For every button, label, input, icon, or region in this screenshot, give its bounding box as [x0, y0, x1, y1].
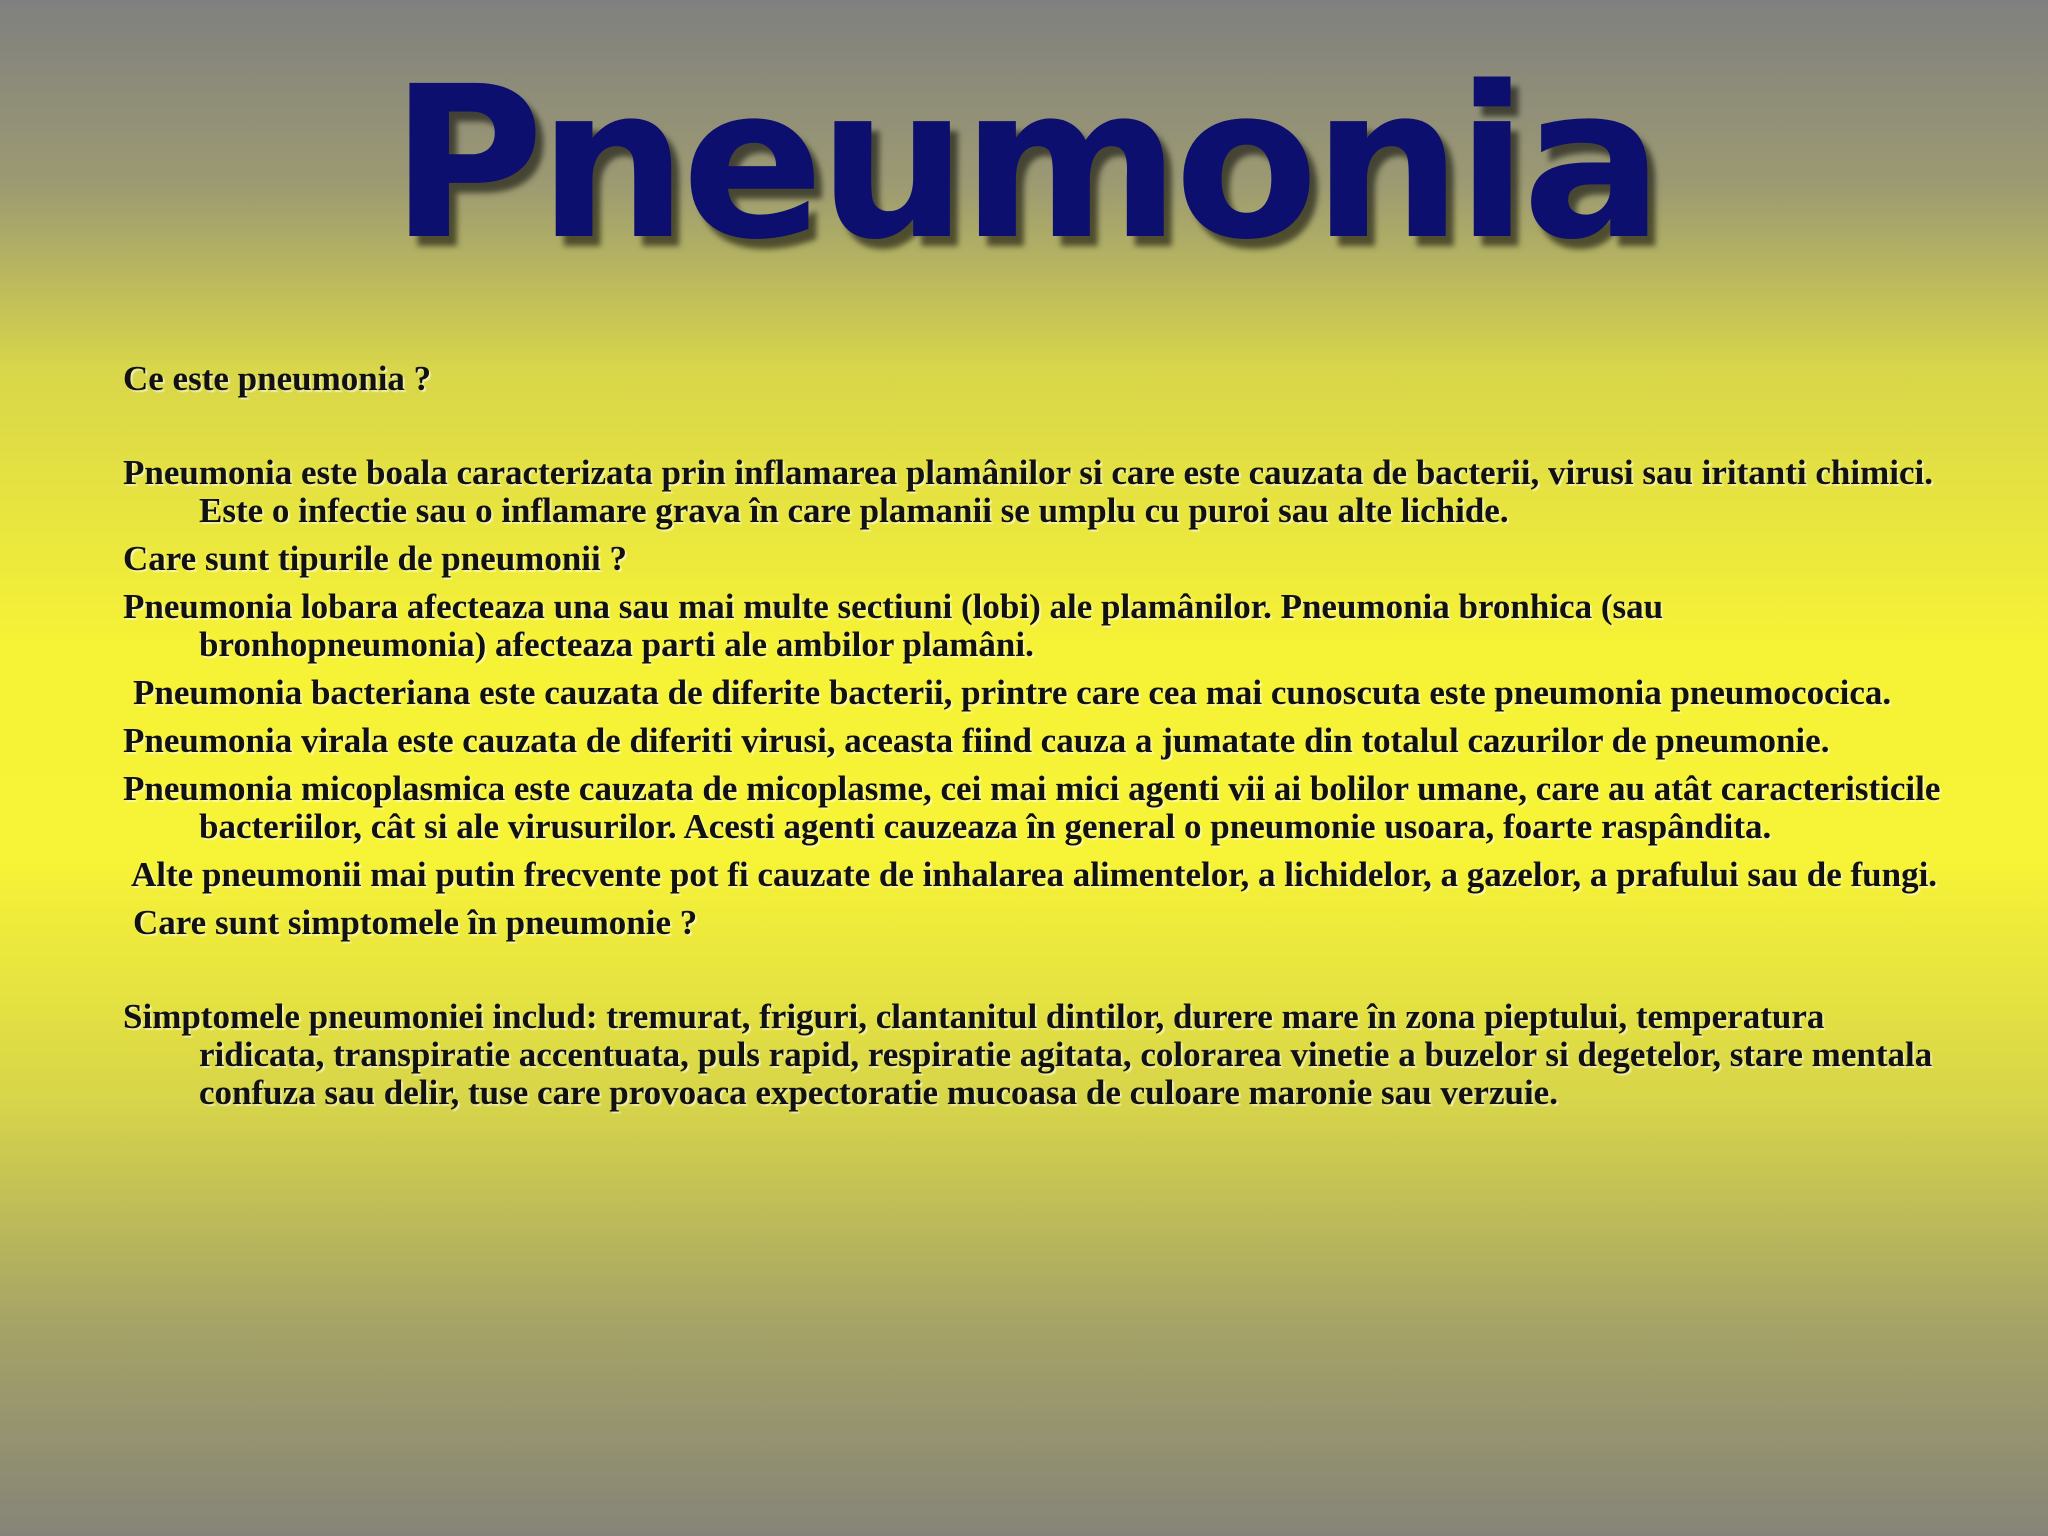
paragraph-mycoplasma: Pneumonia micoplasmica este cauzata de micoplasme, cei mai mici agenti vii ai bolilor umane, care au atât caracteristicile bacteriilor, cât si ale virusurilor. Acesti agenti cauzeaza în general o pneumonie usoara, foarte raspândita. — [123, 769, 1941, 846]
slide-title: Pneumonia — [390, 41, 1658, 286]
paragraph-bacterial: Pneumonia bacteriana este cauzata de diferite bacterii, printre care cea mai cunoscuta este pneumonia pneumococica. — [133, 673, 1892, 712]
paragraph-other: Alte pneumonii mai putin frecvente pot fi cauzate de inhalarea alimentelor, a lichidelor, a gazelor, a prafului sau de fungi. — [131, 855, 1938, 894]
paragraph-definition: Pneumonia este boala caracterizata prin inflamarea plamânilor si care este cauzata de bacterii, virusi sau iritanti chimici. Este o infectie sau o inflamare grava în care plamanii se umplu cu puroi sau alte lichide. — [123, 453, 1934, 530]
question-types: Care sunt tipurile de pneumonii ? — [123, 539, 627, 578]
paragraph-viral: Pneumonia virala este cauzata de diferiti virusi, aceasta fiind cauza a jumatate din totalul cazurilor de pneumonie. — [123, 721, 1830, 760]
question-what-is: Ce este pneumonia ? — [123, 359, 432, 398]
paragraph-symptoms: Simptomele pneumoniei includ: tremurat, friguri, clantanitul dintilor, durere mare în zona pieptului, temperatura ridicata, transpiratie accentuata, puls rapid, respiratie agitata, colorarea vinetie a buzelor si degetelor, stare mentala confuza sau delir, tuse care provoaca expectoratie mucoasa de culoare maronie sau verzuie. — [123, 997, 1933, 1112]
paragraph-lobar: Pneumonia lobara afecteaza una sau mai multe sectiuni (lobi) ale plamânilor. Pneumonia bronhica (sau bronhopneumonia) afecteaza parti ale ambilor plamâni. — [123, 587, 1664, 664]
question-symptoms: Care sunt simptomele în pneumonie ? — [133, 903, 698, 942]
slide-body — [123, 360, 1953, 1122]
